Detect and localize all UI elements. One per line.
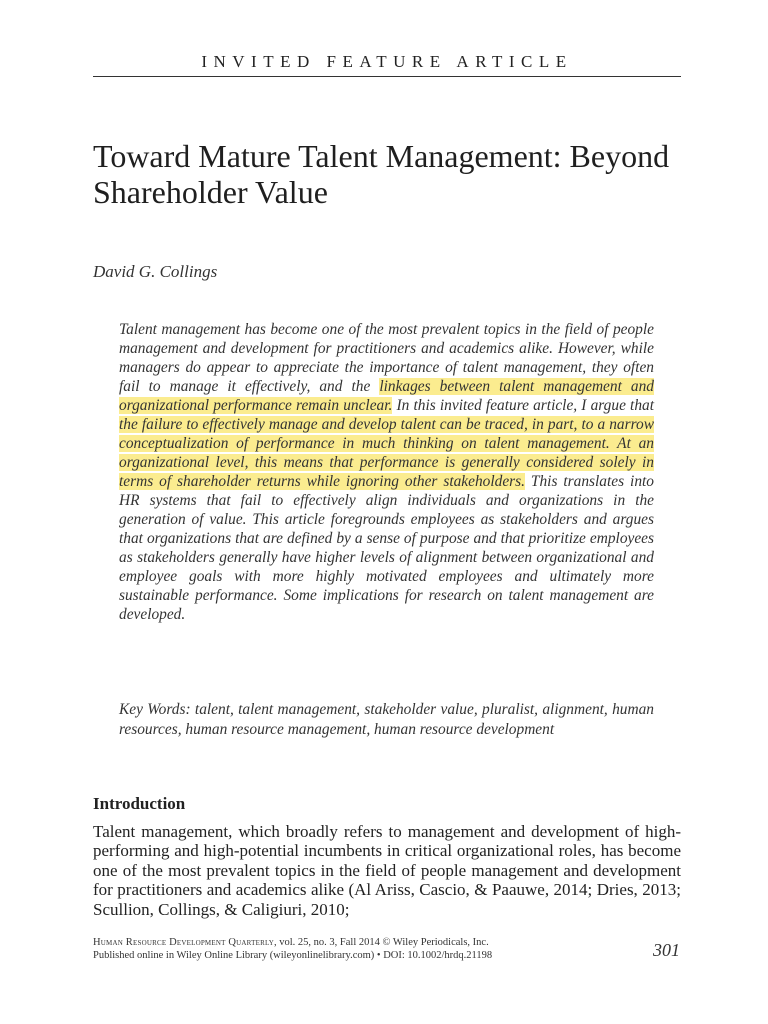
journal-name: Human Resource Development Quarterly	[93, 937, 274, 948]
highlighted-text[interactable]: linkages between talent management and organizational performance remain unclear.	[119, 378, 654, 414]
header-divider	[93, 76, 681, 77]
article-title: Toward Mature Talent Management: Beyond Shareholder Value	[93, 138, 670, 210]
page-number: 301	[653, 940, 680, 960]
introduction-paragraph: Talent management, which broadly refers to management and development of high-performing and high-potential incumbents in critical organizational roles, has become one of the most prevalent topics in the field of people management and development for practitioners and academics alike (Al Ariss, Cascio, & Paauwe, 2014; Dries, 2013; Scullion, Collings, & Caligiuri, 2010;	[93, 822, 681, 919]
highlighted-text[interactable]: the failure to effectively manage and develop talent can be traced, in part, to a narrow conceptualization of performance in much thinking on talent management. At an organizational level, this means that performance is generally considered solely in terms of shareholder returns while ignoring other stakeholders.	[119, 416, 654, 490]
footer-citation	[93, 936, 633, 949]
citation-details: , vol. 25, no. 3, Fall 2014 © Wiley Periodicals, Inc.	[273, 937, 489, 948]
footer-published: Published online in Wiley Online Library (wileyonlinelibrary.com) • DOI: 10.1002/hrdq.21198	[93, 950, 493, 961]
abstract-text: This translates into HR systems that fail to effectively align individuals and organizations in the generation of value. This article foregrounds employees as stakeholders and argues that organizations that are defined by a sense of purpose and that prioritize employees as stakeholders generally have higher levels of alignment between organizational and employee goals with more highly motivated employees and ultimately more sustainable performance. Some implications for research on talent management are developed.	[119, 473, 654, 623]
abstract-text: In this invited feature article, I argue that	[392, 397, 654, 414]
section-heading-introduction: Introduction	[93, 794, 186, 813]
section-label: INVITED FEATURE ARTICLE	[201, 52, 573, 71]
abstract	[119, 320, 654, 624]
keywords: Key Words: talent, talent management, stakeholder value, pluralist, alignment, human resources, human resource management, human resource development	[119, 701, 654, 738]
article-author: David G. Collings	[93, 262, 218, 281]
page-footer	[93, 936, 633, 962]
abstract-text: Talent management has become one of the most prevalent topics in the field of people management and development for practitioners and academics alike. However, while managers do appear to appreciate the importance of talent management, they often fail to manage it effectively, and the	[119, 321, 654, 395]
